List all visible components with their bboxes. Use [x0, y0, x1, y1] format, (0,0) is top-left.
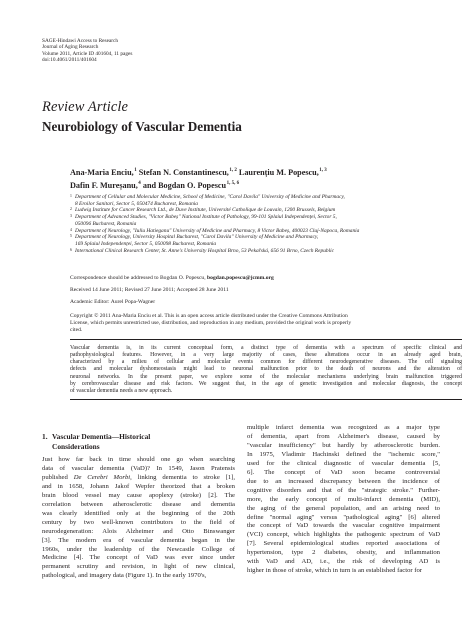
abstract-line: neuronal networks. In the present paper, we explore some of the molecular mechanisms underlying brain malfunction triggered [70, 373, 462, 380]
affiliation-line: 5 Department of Neurology, University Hospital Bucharest, "Carol Davila" University of Medicine and Pharmacy, [70, 234, 319, 241]
body-text-line: hypertension, type 2 diabetes, obesity, and inflammation [247, 549, 440, 557]
body-text-line: cognitive disorders and that of the "strategic stroke." Further- [247, 486, 440, 494]
body-text-line: higher in those of stroke, which in turn is an established factor for [247, 567, 423, 575]
abstract-rule-top [70, 339, 462, 340]
body-text-line: with VaD and AD, i.e., the risk of developing AD is [247, 558, 440, 566]
affiliation-number: 2 [70, 207, 72, 212]
body-text-line: more, the early concept of multi-infarct dementia (MID), [247, 495, 440, 503]
author-affiliation-mark: 4 [138, 181, 141, 186]
affiliation-number: 1 [70, 194, 72, 198]
affiliation-number: 3 [70, 214, 72, 219]
affiliation-number: 4 [70, 227, 72, 232]
header-line: Journal of Aging Research [42, 44, 99, 51]
body-text-line: the aging of the general population, and an arising need to [247, 504, 440, 512]
abstract-line: Vascular dementia is, in its current conceptual form, a distinct type of dementia with a spectrum of specific clinical and [70, 345, 462, 351]
body-text-line: Medicine [4]. The concept of VaD was ever since under [42, 554, 235, 562]
body-text-line: multiple infarct dementia was recognized as a major type [247, 424, 440, 431]
copyright-line: Copyright © 2011 Ana-Maria Enciu et al. This is an open access article distributed under the Creative Commons Attribution [70, 313, 348, 319]
body-text-line: 1960s, under the leadership of the Newcastle College of [42, 545, 235, 553]
author-affiliation-mark: 1 [134, 168, 137, 173]
section-heading [42, 432, 242, 452]
author-list [70, 165, 460, 191]
author-name: Laurențiu M. Popescu, [238, 168, 319, 177]
section-number: 1. [42, 432, 48, 441]
body-text-line: define "normal aging" versus "pathological aging" [6] altered [247, 513, 440, 521]
abstract-line: pathophysiological features. However, in a very large majority of cases, these alterations occur in an already aged brain, [70, 352, 462, 359]
body-column-left [42, 456, 235, 581]
author-name: and Bogdan O. Popescu [142, 181, 227, 190]
correspondence-email[interactable]: bogdan.popescu@jcmm.org [207, 275, 274, 281]
body-column-right [247, 424, 440, 576]
article-dates: Received 14 June 2011; Revised 27 June 2011; Accepted 28 June 2011 [70, 287, 229, 293]
body-text-line: and in 1658, Johann Jakof Wepfer theorized that a broken [42, 482, 235, 490]
academic-editor: Academic Editor: Aurel Popa-Wagner [70, 299, 156, 305]
body-text-line: permanent scrutiny and revision, in light of new clinical, [42, 563, 235, 571]
affiliation-line: 8 Eroilor Sanitari, Sector 5, 050474 Bucharest, Romania [75, 200, 198, 207]
affiliation-line: 6 International Clinical Research Center, St. Anne's University Hospital Brno, 53 Pekařská, 656 91 Brno, Czech Republic [70, 247, 334, 254]
copyright-line: cited. [70, 326, 83, 333]
correspondence-text: Correspondence should be addressed to Bogdan O. Popescu, [70, 275, 208, 281]
correspondence [70, 275, 462, 282]
body-text-line: 6]. The concept of VaD soon became controversial [247, 468, 440, 476]
abstract-rule-bottom [70, 399, 462, 400]
affiliation-line: 050096 Bucharest, Romania [75, 220, 137, 227]
body-text-line: published De Cerebri Morbi, linking dementia to stroke [1], [42, 473, 235, 481]
body-text-line: Just how far back in time should one go when searching [42, 456, 235, 463]
header-line: SAGE-Hindawi Access to Research [42, 38, 119, 44]
author-name: Stefan N. Constantinescu, [138, 168, 229, 177]
affiliation-line: 1 Department of Cellular and Molecular Medicine, School of Medicine, "Carol Davila" University of Medicine and Pharmacy, [70, 194, 345, 200]
author-affiliation-mark: 1, 5, 6 [226, 181, 240, 186]
body-text-line: used for the clinical diagnostic of vascular dementia [5, [247, 459, 440, 467]
body-text-line: due to an increased discrepancy between the incidence of [247, 477, 440, 485]
body-text-line: was clearly identified only at the beginning of the 20th [42, 509, 235, 517]
author-affiliation-mark: 1, 2 [229, 168, 237, 173]
section-title-line-1: Vascular Dementia—Historical [52, 432, 151, 441]
affiliation-line: 169 Splaiul Independenței, Sector 5, 050098 Bucharest, Romania [75, 240, 217, 247]
affiliations [70, 194, 466, 254]
abstract-line: defects and molecular dyshomeostasis might lead to neuronal malfunction prior to the death of neurons and the alteration of [70, 366, 462, 373]
body-text-line: neurodegeneration: Alois Alzheimer and Otto Binswanger [42, 527, 235, 535]
body-text-line: "vascular insufficiency" but hardly by atherosclerotic burden. [247, 441, 440, 449]
body-text-line: In 1975, Vladimir Hachinski defined the "ischemic score," [247, 450, 440, 458]
abstract-line: characterized by a milieu of cellular and molecular events common for different neurodegenerative diseases. The cell signaling [70, 359, 462, 366]
affiliation-line: 2 Ludwig Institute for Cancer Research Ltd., de Duve Institute, Université Catholique de Louvain, 1200 Brussels, Belgium [70, 207, 336, 214]
affiliation-number: 6 [70, 247, 72, 252]
author-line-2 [70, 178, 460, 191]
affiliation-number: 5 [70, 234, 72, 239]
abstract-line: by cerebrovascular disease and risk factors. We suggest that, in the age of genetic investigation and molecular diagnosis, the concept [70, 380, 462, 387]
body-text-line: [7]. Several epidemiological studies reported associations of [247, 540, 440, 548]
abstract-line: of vascular dementia needs a new approach. [70, 387, 173, 394]
author-affiliation-mark: 1, 3 [319, 168, 327, 173]
section-title-line-2: Considerations [52, 442, 100, 451]
body-text-line: of dementia, apart from Alzheimer's disease, caused by [247, 432, 440, 440]
body-text-line: pathological, and imagery data (Figure 1). In the early 1970's, [42, 572, 207, 580]
paper-title: Neurobiology of Vascular Dementia [42, 119, 242, 134]
author-name: Dafin F. Mureșanu, [70, 181, 138, 190]
journal-header [42, 38, 132, 64]
header-line: Volume 2011, Article ID 401604, 11 pages [42, 50, 133, 57]
copyright [70, 313, 462, 333]
body-text-line: the concept of VaD towards the vascular cognitive impairment [247, 522, 440, 530]
affiliation-line: 3 Department of Advanced Studies, "Victor Babeș" National Institute of Pathology, 99-101 Splaiul Independenței, Sector 5, [70, 214, 337, 221]
author-line-1 [70, 165, 460, 178]
author-name: Ana-Maria Enciu, [70, 168, 134, 177]
body-text-line: (VCI) concept, which highlights the pathogenic spectrum of VaD [247, 531, 440, 539]
body-text-line: data of vascular dementia (VaD)? In 1549, Jason Pratensis [42, 464, 235, 472]
affiliation-line: 4 Department of Neurology, "Iuliu Hatieganu" University of Medicine and Pharmacy, 8 Victor Babeș, 400023 Cluj-Napoca, Romania [70, 227, 360, 234]
body-text-line: brain blood vessel may cause apoplexy (stroke) [2]. The [42, 491, 235, 499]
header-line: doi:10.4061/2011/401604 [42, 57, 97, 64]
article-type: Review Article [42, 99, 129, 115]
body-text-line: [3]. The modern era of vascular dementia began in the [42, 536, 235, 544]
copyright-line: License, which permits unrestricted use, distribution, and reproduction in any medium, provided the original work is properly [70, 319, 352, 326]
body-text-line: correlation between atherosclerotic disease and dementia [42, 500, 235, 508]
body-text-line: century by two well-known contributors to the field of [42, 518, 235, 526]
abstract [70, 345, 462, 395]
